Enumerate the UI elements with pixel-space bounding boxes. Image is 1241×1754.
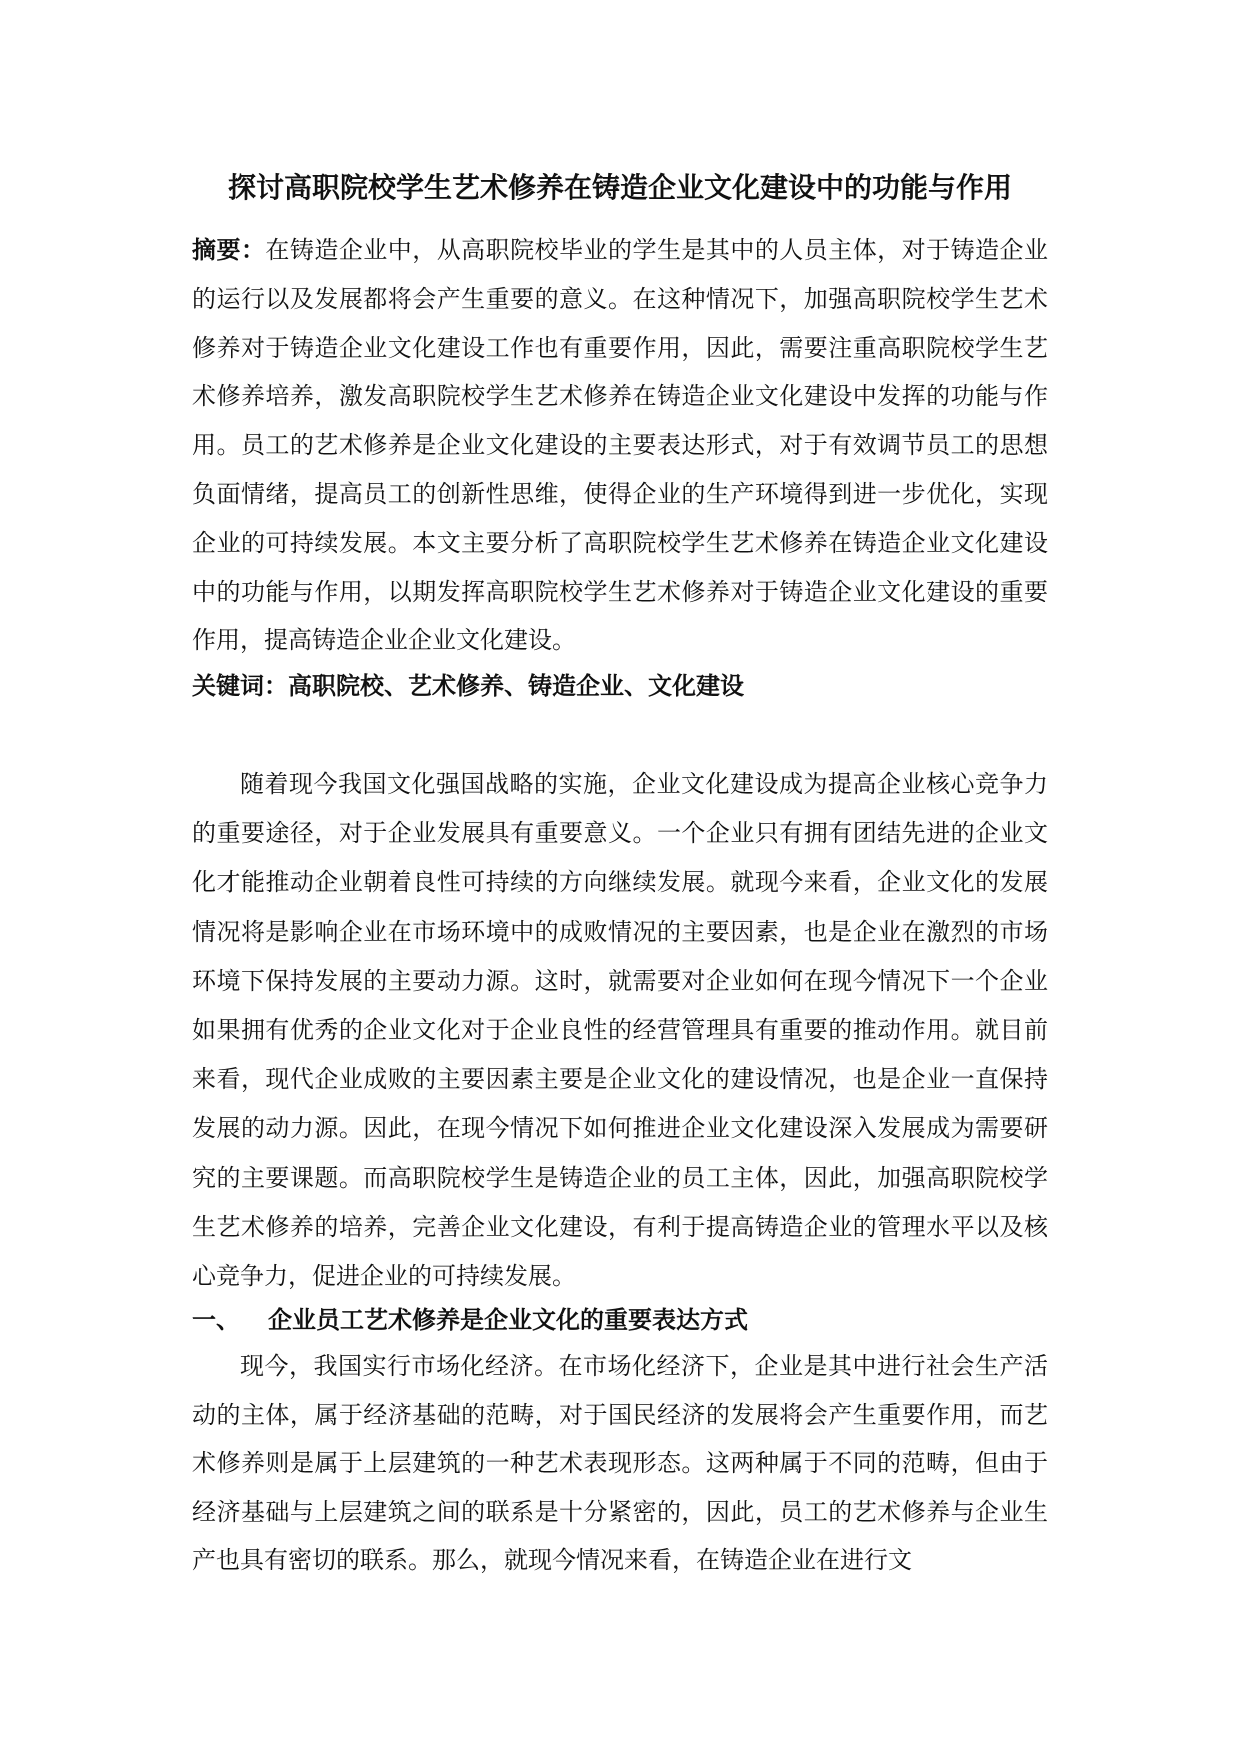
keywords-label: 关键词： bbox=[192, 671, 288, 700]
keywords-line bbox=[192, 668, 1048, 704]
section-1-paragraph: 现今，我国实行市场化经济。在市场化经济下，企业是其中进行社会生产活动的主体，属于经济基础的范畴，对于国民经济的发展将会产生重要作用，而艺术修养则是属于上层建筑的一种艺术表现形态。这两种属于不同的范畴，但由于经济基础与上层建筑之间的联系是十分紧密的，因此，员工的艺术修养与企业生产也具有密切的联系。那么，就现今情况来看，在铸造企业在进行文 bbox=[192, 1352, 1048, 1575]
abstract-label: 摘要： bbox=[192, 235, 266, 264]
abstract-text: 在铸造企业中，从高职院校毕业的学生是其中的人员主体，对于铸造企业的运行以及发展都将会产生重要的意义。在这种情况下，加强高职院校学生艺术修养对于铸造企业文化建设工作也有重要作用，因此，需要注重高职院校学生艺术修养培养，激发高职院校学生艺术修养在铸造企业文化建设中发挥的功能与作用。员工的艺术修养是企业文化建设的主要表达形式，对于有效调节员工的思想负面情绪，提高员工的创新性思维，使得企业的生产环境得到进一步优化，实现企业的可持续发展。本文主要分析了高职院校学生艺术修养在铸造企业文化建设中的功能与作用，以期发挥高职院校学生艺术修养对于铸造企业文化建设的重要作用，提高铸造企业企业文化建设。 bbox=[192, 236, 1049, 655]
abstract-paragraph bbox=[192, 226, 1048, 665]
section-1-title: 企业员工艺术修养是企业文化的重要表达方式 bbox=[268, 1305, 748, 1334]
section-1-number: 一、 bbox=[192, 1305, 240, 1334]
section-1-heading bbox=[192, 1302, 748, 1338]
keywords-text: 高职院校、艺术修养、铸造企业、文化建设 bbox=[288, 671, 744, 700]
paper-title: 探讨高职院校学生艺术修养在铸造企业文化建设中的功能与作用 bbox=[227, 171, 1012, 204]
intro-paragraph: 随着现今我国文化强国战略的实施，企业文化建设成为提高企业核心竞争力的重要途径，对于企业发展具有重要意义。一个企业只有拥有团结先进的企业文化才能推动企业朝着良性可持续的方向继续发展。就现今来看，企业文化的发展情况将是影响企业在市场环境中的成败情况的主要因素，也是企业在激烈的市场环境下保持发展的主要动力源。这时，就需要对企业如何在现今情况下一个企业如果拥有优秀的企业文化对于企业良性的经营管理具有重要的推动作用。就目前来看，现代企业成败的主要因素主要是企业文化的建设情况，也是企业一直保持发展的动力源。因此，在现今情况下如何推进企业文化建设深入发展成为需要研究的主要课题。而高职院校学生是铸造企业的员工主体，因此，加强高职院校学生艺术修养的培养，完善企业文化建设，有利于提高铸造企业的管理水平以及核心竞争力，促进企业的可持续发展。 bbox=[192, 770, 1048, 1291]
